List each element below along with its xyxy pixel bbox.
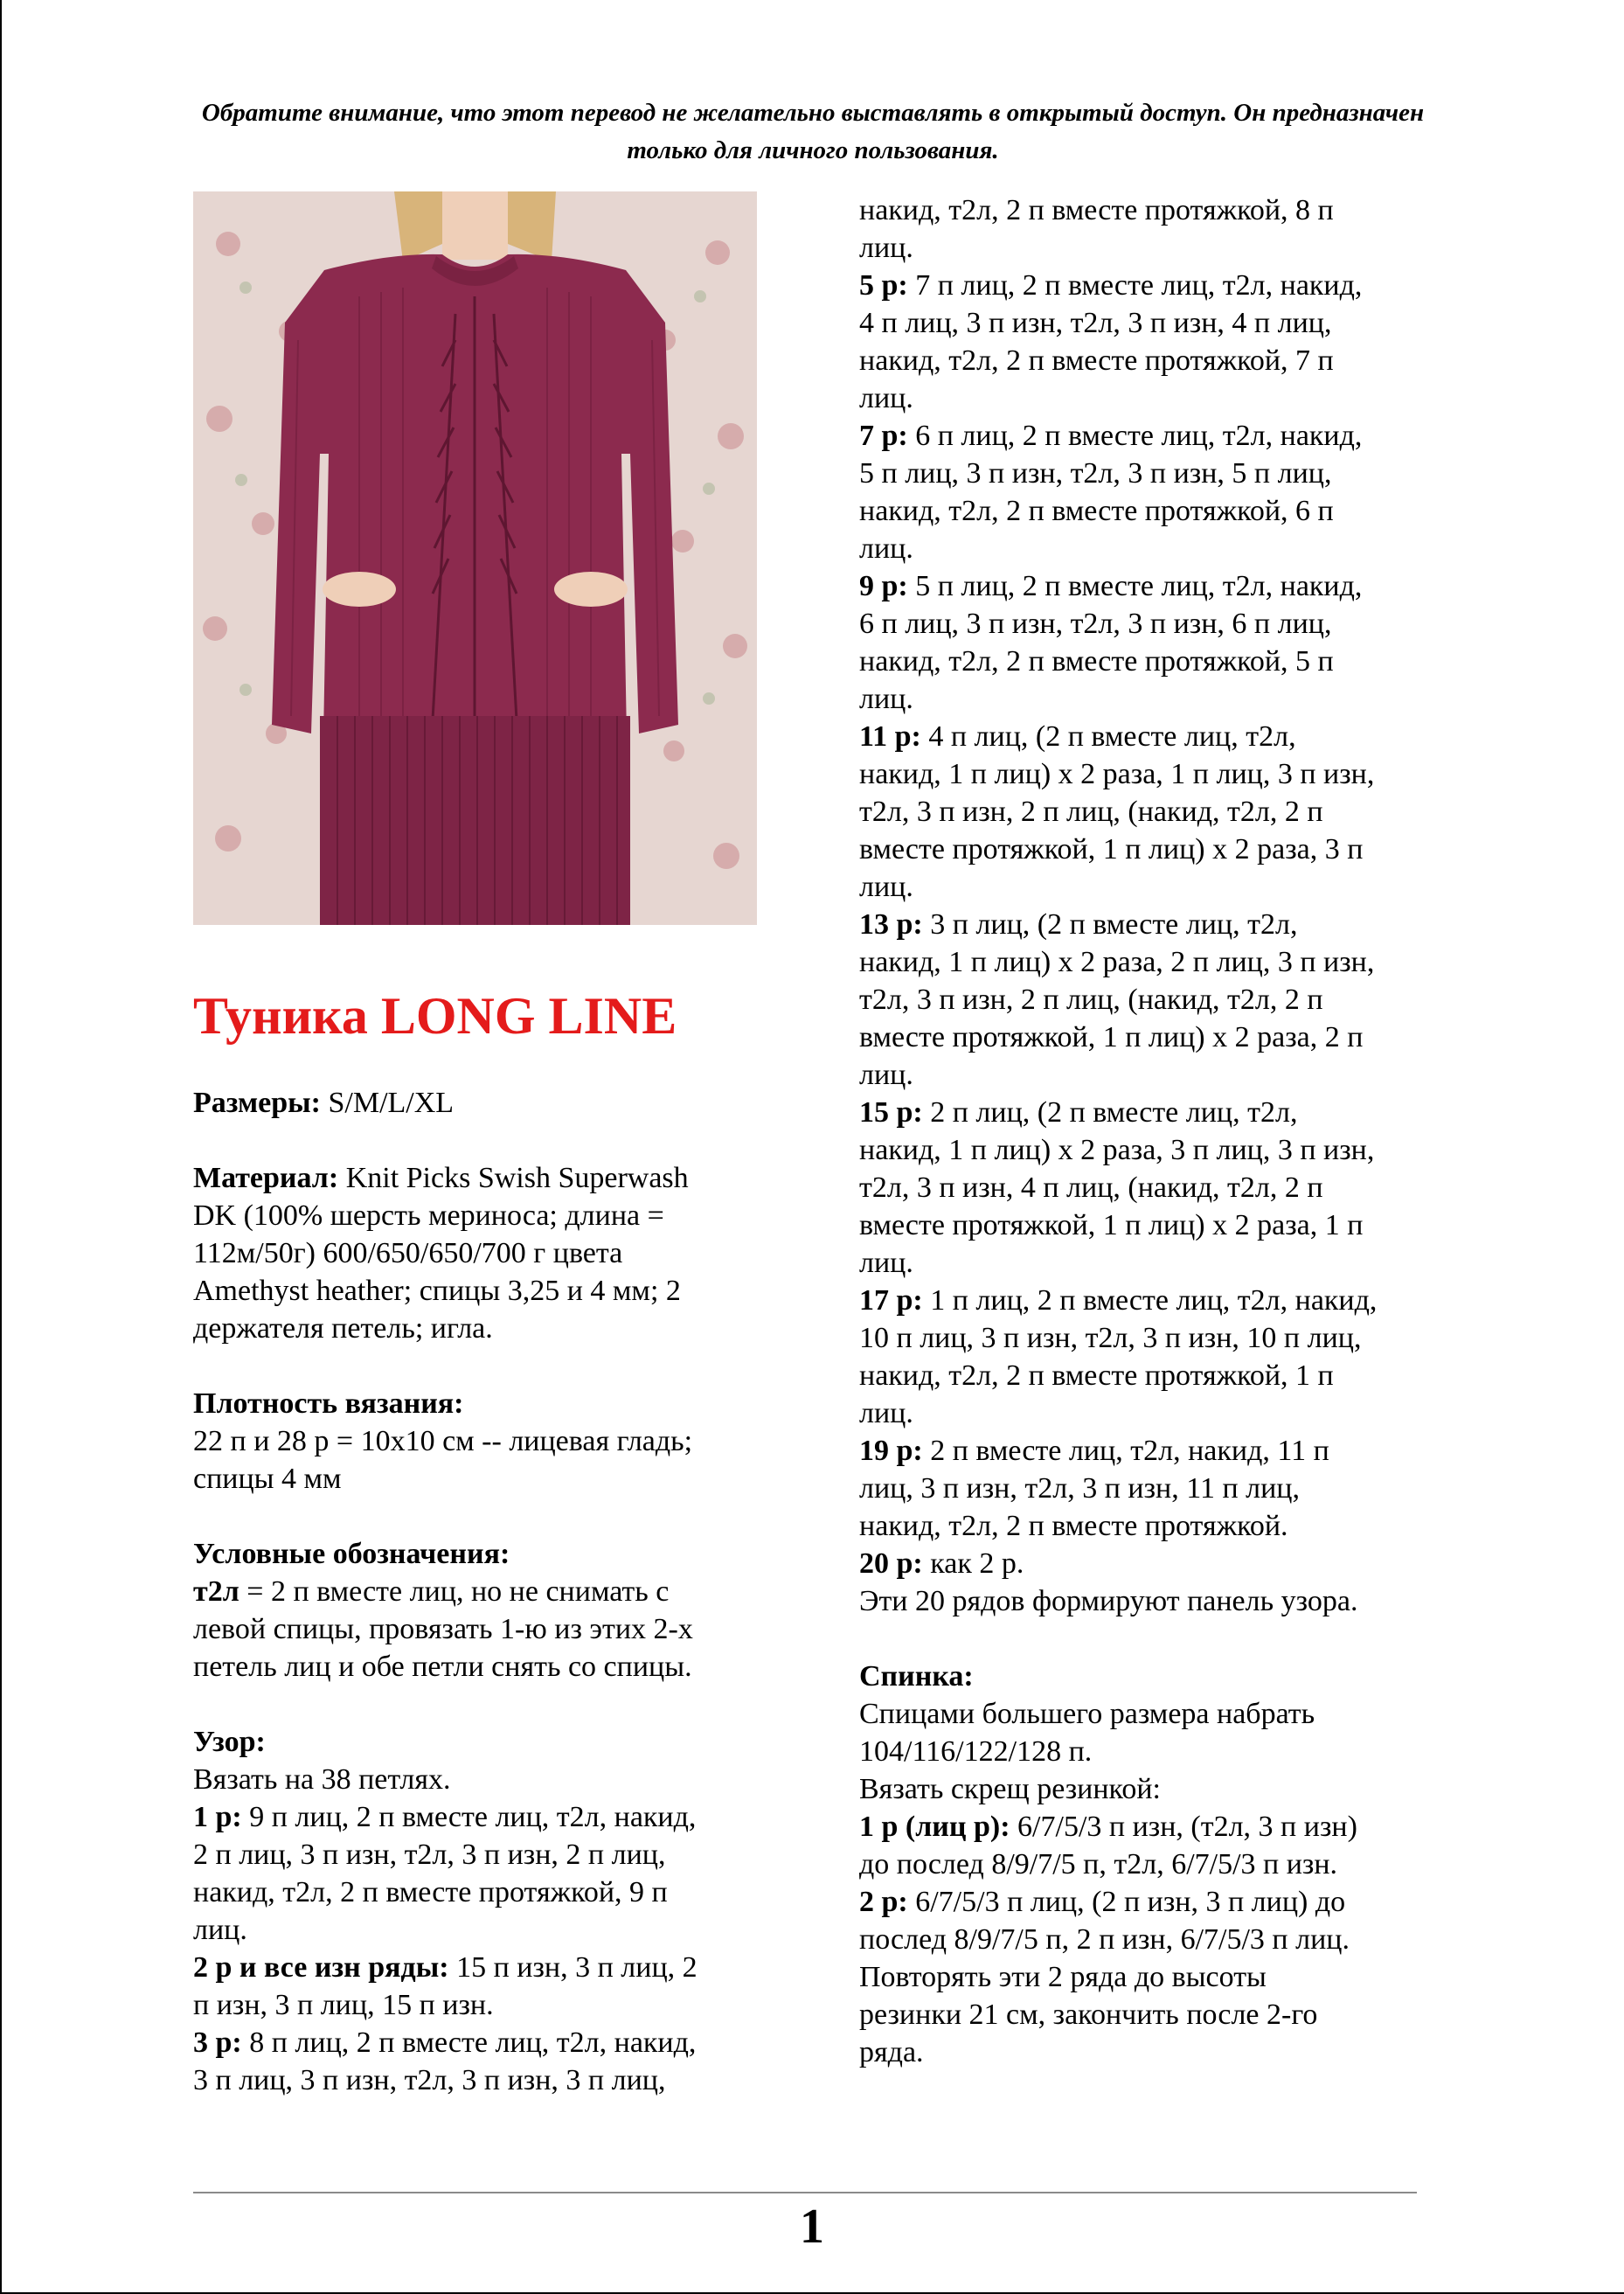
legend-text: = 2 п вместе лиц, но не снимать с (239, 1575, 670, 1608)
row-text: вместе протяжкой, 1 п лиц) х 2 раза, 1 п (859, 1209, 1364, 1241)
row-text: накид, т2л, 2 п вместе протяжкой, 8 п (859, 194, 1334, 226)
row-text: 3 п лиц, 3 п изн, т2л, 3 п изн, 3 п лиц, (193, 2064, 666, 2096)
row-text: т2л, 3 п изн, 2 п лиц, (накид, т2л, 2 п (859, 796, 1323, 828)
footer-divider (193, 2192, 1417, 2193)
row-text: 8 п лиц, 2 п вместе лиц, т2л, накид, (241, 2026, 697, 2059)
back-text: 104/116/122/128 п. (859, 1735, 1093, 1768)
material-text: DK (100% шерсть мериноса; длина = (193, 1199, 664, 1232)
material-label: Материал: (193, 1162, 339, 1194)
pattern-label: Узор: (193, 1726, 266, 1758)
back-label: Спинка: (859, 1660, 974, 1693)
row-text: послед 8/9/7/5 п, 2 п изн, 6/7/5/3 п лиц. (859, 1923, 1350, 1956)
right-column (859, 191, 1436, 2071)
row-text: лиц. (859, 1397, 913, 1429)
row-label: 11 р: (859, 720, 921, 753)
row-label: 13 р: (859, 908, 923, 941)
legend-label: Условные обозначения: (193, 1538, 510, 1570)
row-text: накид, т2л, 2 п вместе протяжкой, 6 п (859, 495, 1334, 527)
row-text: лиц. (859, 683, 913, 715)
material-text: Amethyst heather; спицы 3,25 и 4 мм; 2 (193, 1275, 681, 1307)
row-text: 6/7/5/3 п лиц, (2 п изн, 3 п лиц) до (907, 1886, 1346, 1918)
row-text: 4 п лиц, 3 п изн, т2л, 3 п изн, 4 п лиц, (859, 307, 1332, 339)
row-text: 2 п лиц, 3 п изн, т2л, 3 п изн, 2 п лиц, (193, 1839, 666, 1871)
row-text: ряда. (859, 2036, 924, 2068)
row-label: 7 р: (859, 420, 908, 452)
row-text: 7 п лиц, 2 п вместе лиц, т2л, накид, (907, 269, 1363, 302)
row-text: Повторять эти 2 ряда до высоты (859, 1961, 1267, 1993)
legend-text: левой спицы, провязать 1-ю из этих 2-х (193, 1613, 693, 1645)
row-text: накид, 1 п лиц) х 2 раза, 2 п лиц, 3 п изн, (859, 946, 1375, 978)
sizes-value: S/M/L/XL (320, 1087, 455, 1119)
row-label: 19 р: (859, 1435, 923, 1467)
row-label: 5 р: (859, 269, 908, 302)
row-text: накид, т2л, 2 п вместе протяжкой, 9 п (193, 1876, 668, 1908)
material-text: Knit Picks Swish Superwash (338, 1162, 689, 1194)
row-label: 17 р: (859, 1284, 923, 1317)
gauge-label: Плотность вязания: (193, 1387, 464, 1420)
row-text: накид, т2л, 2 п вместе протяжкой, 5 п (859, 645, 1334, 678)
legend-text: петель лиц и обе петли снять со спицы. (193, 1651, 692, 1683)
gauge-text: спицы 4 мм (193, 1463, 342, 1495)
row-text: 10 п лиц, 3 п изн, т2л, 3 п изн, 10 п лиц, (859, 1322, 1362, 1354)
row-text: лиц. (859, 1247, 913, 1279)
row-text: вместе протяжкой, 1 п лиц) х 2 раза, 3 п (859, 833, 1364, 865)
legend-term: т2л (193, 1575, 239, 1608)
row-text: лиц. (859, 532, 913, 565)
row-text: 2 п вместе лиц, т2л, накид, 11 п (922, 1435, 1329, 1467)
back-text: Вязать скрещ резинкой: (859, 1773, 1161, 1805)
gauge-text: 22 п и 28 р = 10х10 см -- лицевая гладь; (193, 1425, 693, 1457)
row-text: как 2 р. (922, 1547, 1024, 1580)
row-label: 1 р: (193, 1801, 242, 1833)
left-column (193, 1084, 770, 2099)
row-label: 15 р: (859, 1096, 923, 1129)
row-text: накид, т2л, 2 п вместе протяжкой, 7 п (859, 344, 1334, 377)
material-line (193, 1159, 770, 1197)
row-text: 15 п изн, 3 п лиц, 2 (448, 1951, 697, 1984)
row-label: 1 р (лиц р): (859, 1811, 1010, 1843)
row-text: 4 п лиц, (2 п вместе лиц, т2л, (920, 720, 1296, 753)
document-title: Туника LONG LINE (193, 987, 677, 1045)
row-text: 6/7/5/3 п изн, (т2л, 3 п изн) (1010, 1811, 1357, 1843)
page-border-left (0, 0, 2, 2294)
material-text: 112м/50г) 600/650/650/700 г цвета (193, 1237, 623, 1269)
row-text: 5 п лиц, 2 п вместе лиц, т2л, накид, (907, 570, 1363, 602)
row-text: лиц. (859, 1059, 913, 1091)
row-text: п изн, 3 п лиц, 15 п изн. (193, 1989, 494, 2021)
row-text: 3 п лиц, (2 п вместе лиц, т2л, (922, 908, 1298, 941)
sizes-label: Размеры: (193, 1087, 321, 1119)
row-text: 9 п лиц, 2 п вместе лиц, т2л, накид, (241, 1801, 697, 1833)
panel-note: Эти 20 рядов формируют панель узора. (859, 1585, 1358, 1617)
row-text: накид, 1 п лиц) х 2 раза, 3 п лиц, 3 п изн, (859, 1134, 1375, 1166)
row-text: лиц. (859, 382, 913, 414)
row-label: 9 р: (859, 570, 908, 602)
notice-text: Обратите внимание, что этот перевод не желательно выставлять в открытый доступ. Он предназначен только для личного пользования. (201, 99, 1425, 164)
row-text: накид, т2л, 2 п вместе протяжкой. (859, 1510, 1288, 1542)
row-text: 6 п лиц, 2 п вместе лиц, т2л, накид, (907, 420, 1363, 452)
row-label: 2 р: (859, 1886, 908, 1918)
row-text: 5 п лиц, 3 п изн, т2л, 3 п изн, 5 п лиц, (859, 457, 1332, 490)
row-text: вместе протяжкой, 1 п лиц) х 2 раза, 2 п (859, 1021, 1364, 1053)
tunic-photo (193, 191, 757, 925)
row-text: до послед 8/9/7/5 п, т2л, 6/7/5/3 п изн. (859, 1848, 1338, 1880)
row-label: 3 р: (193, 2026, 242, 2059)
row-text: 1 п лиц, 2 п вместе лиц, т2л, накид, (922, 1284, 1378, 1317)
pattern-intro: Вязать на 38 петлях. (193, 1763, 451, 1796)
row-label: 20 р: (859, 1547, 923, 1580)
row-text: 2 п лиц, (2 п вместе лиц, т2л, (922, 1096, 1298, 1129)
row-label: 2 р и все изн ряды: (193, 1951, 449, 1984)
row-text: лиц. (859, 871, 913, 903)
row-text: накид, т2л, 2 п вместе протяжкой, 1 п (859, 1359, 1334, 1392)
row-text: т2л, 3 п изн, 2 п лиц, (накид, т2л, 2 п (859, 984, 1323, 1016)
row-text: накид, 1 п лиц) х 2 раза, 1 п лиц, 3 п изн, (859, 758, 1375, 790)
row-text: резинки 21 см, закончить после 2-го (859, 1999, 1318, 2031)
row-text: лиц. (193, 1914, 247, 1946)
row-text: 6 п лиц, 3 п изн, т2л, 3 п изн, 6 п лиц, (859, 608, 1332, 640)
page-number: 1 (800, 2200, 824, 2254)
row-text: т2л, 3 п изн, 4 п лиц, (накид, т2л, 2 п (859, 1171, 1323, 1204)
row-text: лиц, 3 п изн, т2л, 3 п изн, 11 п лиц, (859, 1472, 1301, 1505)
material-text: держателя петель; игла. (193, 1312, 493, 1345)
sizes-line (193, 1084, 770, 1122)
row-text: лиц. (859, 232, 913, 264)
back-text: Спицами большего размера набрать (859, 1698, 1315, 1730)
